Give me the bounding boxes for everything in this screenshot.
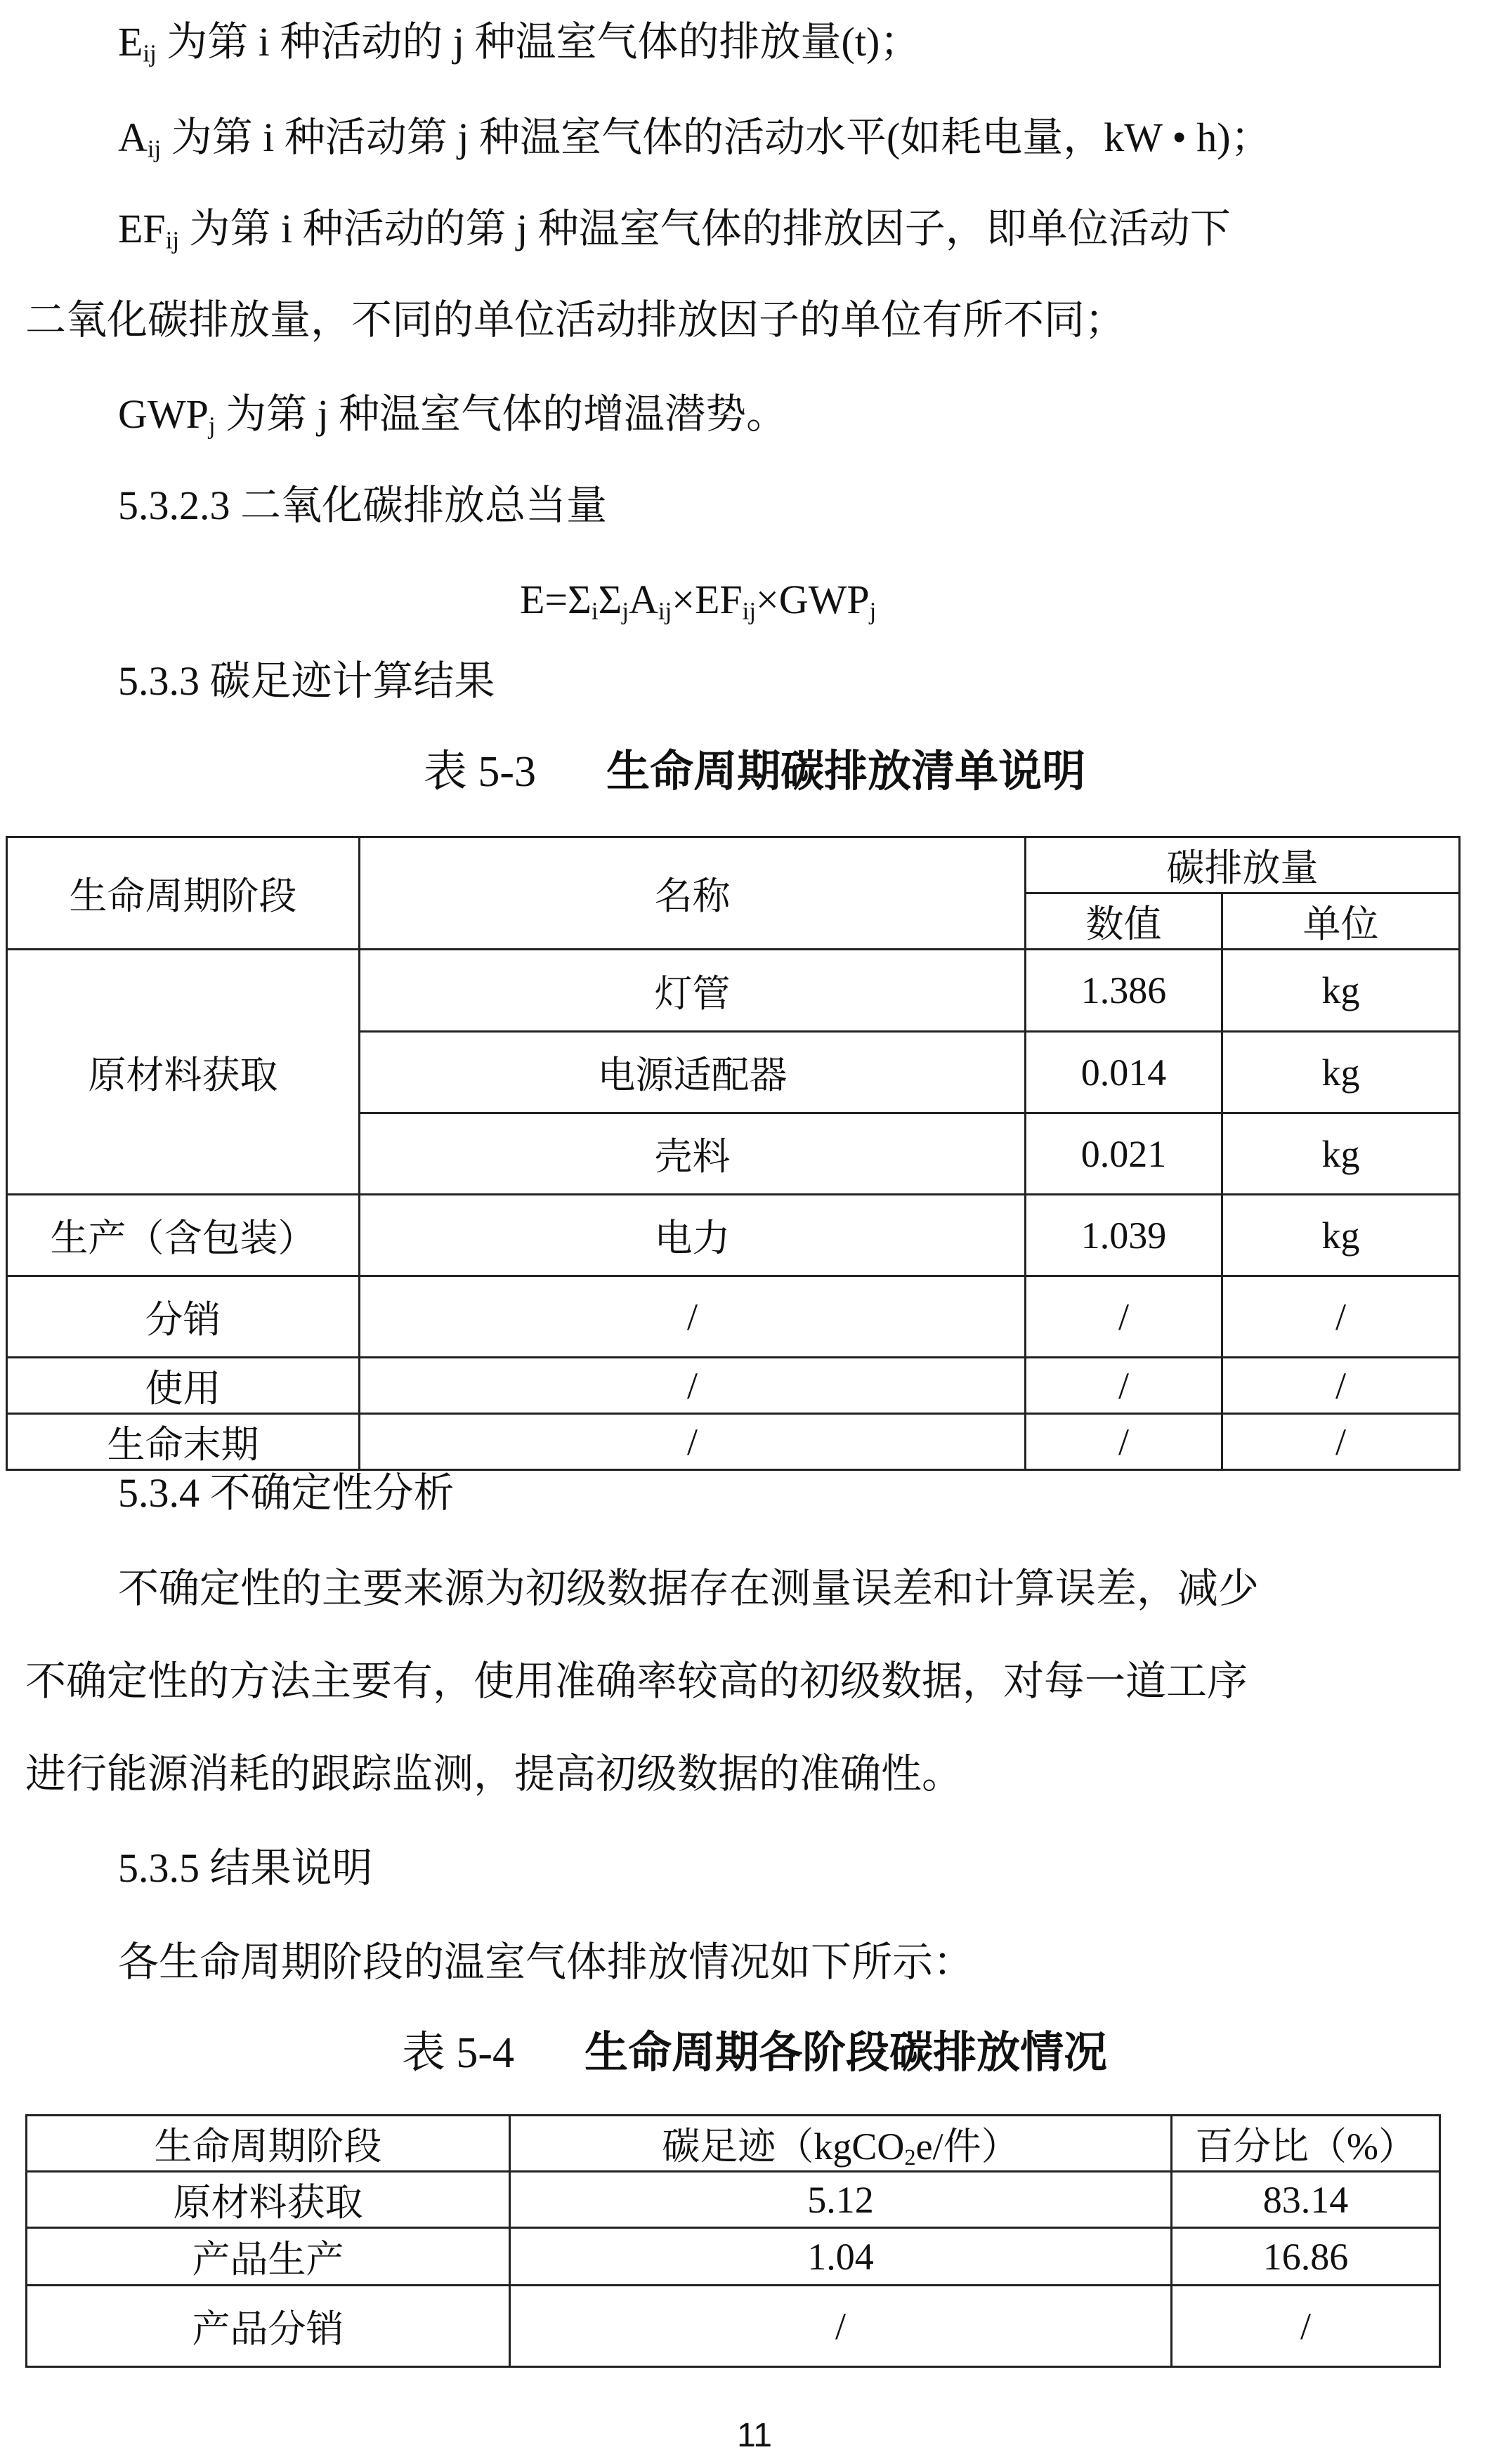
paragraph-534-line-3: 进行能源消耗的跟踪监测，提高初级数据的准确性。 <box>25 1751 963 1797</box>
header-value: 数值 <box>1026 893 1222 950</box>
table-5-3-caption <box>0 745 1509 799</box>
stage-cell: 生命末期 <box>7 1414 360 1470</box>
table-row <box>7 1195 1460 1276</box>
table-row <box>27 2228 1440 2286</box>
header-unit: 单位 <box>1222 893 1460 950</box>
name-cell: 灯管 <box>360 950 1026 1032</box>
unit-cell: / <box>1222 1414 1460 1470</box>
stage-cell: 产品分销 <box>27 2286 510 2367</box>
name-cell: 壳料 <box>360 1113 1026 1195</box>
unit-cell: kg <box>1222 1113 1460 1195</box>
table-5-3 <box>6 836 1461 1471</box>
value-cell: 1.386 <box>1026 950 1222 1032</box>
value-cell: / <box>1026 1358 1222 1414</box>
paragraph-534-line-1: 不确定性的主要来源为初级数据存在测量误差和计算误差，减少 <box>118 1566 1260 1611</box>
table-row <box>7 950 1460 1032</box>
name-cell: / <box>360 1276 1026 1358</box>
table-5-4-number: 表 5-4 <box>401 2029 515 2077</box>
name-cell: 电源适配器 <box>360 1032 1026 1113</box>
value-cell: / <box>1026 1414 1222 1470</box>
unit-cell: / <box>1222 1276 1460 1358</box>
name-cell: / <box>360 1414 1026 1470</box>
header-stage: 生命周期阶段 <box>7 837 360 950</box>
header-emission: 碳排放量 <box>1026 837 1460 893</box>
unit-cell: kg <box>1222 1032 1460 1113</box>
section-heading-5323: 5.3.2.3 二氧化碳排放总当量 <box>118 483 608 528</box>
stage-cell: 原材料获取 <box>27 2172 510 2228</box>
formula-total-emission: $E=\Sigma_i\Sigma_jA_{ij}\times EF_{ij}\times GWP_j$ <box>520 577 877 625</box>
percentage-cell: 16.86 <box>1172 2228 1440 2286</box>
name-cell: 电力 <box>360 1195 1026 1276</box>
stage-cell: 生产（含包装） <box>7 1195 360 1276</box>
def-ef-ij-continued: 二氧化碳排放量，不同的单位活动排放因子的单位有所不同； <box>25 297 1126 343</box>
header-name: 名称 <box>360 837 1026 950</box>
value-cell: 0.021 <box>1026 1113 1222 1195</box>
table-row <box>27 2172 1440 2228</box>
table-row <box>27 2286 1440 2367</box>
paragraph-534-line-2: 不确定性的方法主要有，使用准确率较高的初级数据，对每一道工序 <box>25 1658 1248 1704</box>
section-heading-534: 5.3.4 不确定性分析 <box>118 1470 455 1516</box>
stage-cell: 分销 <box>7 1276 360 1358</box>
table-5-3-title: 生命周期碳排放清单说明 <box>606 745 1086 797</box>
stage-cell: 产品生产 <box>27 2228 510 2286</box>
table-row <box>7 1358 1460 1414</box>
name-cell: / <box>360 1358 1026 1414</box>
table-5-4 <box>25 2114 1441 2368</box>
footprint-cell: 5.12 <box>510 2172 1172 2228</box>
table-row <box>7 1276 1460 1358</box>
footprint-cell: 1.04 <box>510 2228 1172 2286</box>
table-5-4-title: 生命周期各阶段碳排放情况 <box>584 2026 1108 2078</box>
percentage-cell: 83.14 <box>1172 2172 1440 2228</box>
unit-cell: kg <box>1222 950 1460 1032</box>
unit-cell: / <box>1222 1358 1460 1414</box>
header-stage: 生命周期阶段 <box>27 2116 510 2172</box>
value-cell: / <box>1026 1276 1222 1358</box>
def-a-ij: $A_{ij}$ 为第 i 种活动第 j 种温室气体的活动水平(如耗电量，kW • h)； <box>118 114 1272 163</box>
table-5-4-caption <box>0 2026 1509 2080</box>
header-percentage: 百分比（%） <box>1172 2116 1440 2172</box>
page-number: 11 <box>737 2417 772 2454</box>
stage-cell: 原材料获取 <box>7 950 360 1195</box>
def-e-ij: $E_{ij}$ 为第 i 种活动的 j 种温室气体的排放量(t)； <box>118 19 921 67</box>
paragraph-535: 各生命周期阶段的温室气体排放情况如下所示： <box>118 1939 974 1985</box>
table-row <box>7 1414 1460 1470</box>
def-ef-ij: $EF_{ij}$ 为第 i 种活动的第 j 种温室气体的排放因子，即单位活动下 <box>118 206 1231 254</box>
def-gwp-j: $GWP_j$ 为第 j 种温室气体的增温潜势。 <box>118 391 788 440</box>
footprint-cell: / <box>510 2286 1172 2367</box>
section-heading-535: 5.3.5 结果说明 <box>118 1845 373 1891</box>
percentage-cell: / <box>1172 2286 1440 2367</box>
unit-cell: kg <box>1222 1195 1460 1276</box>
section-heading-533: 5.3.3 碳足迹计算结果 <box>118 658 495 704</box>
stage-cell: 使用 <box>7 1358 360 1414</box>
value-cell: 0.014 <box>1026 1032 1222 1113</box>
table-5-3-number: 表 5-3 <box>423 748 537 796</box>
header-carbon-footprint: 碳足迹（kgCO$_2$e/件） <box>510 2116 1172 2172</box>
value-cell: 1.039 <box>1026 1195 1222 1276</box>
